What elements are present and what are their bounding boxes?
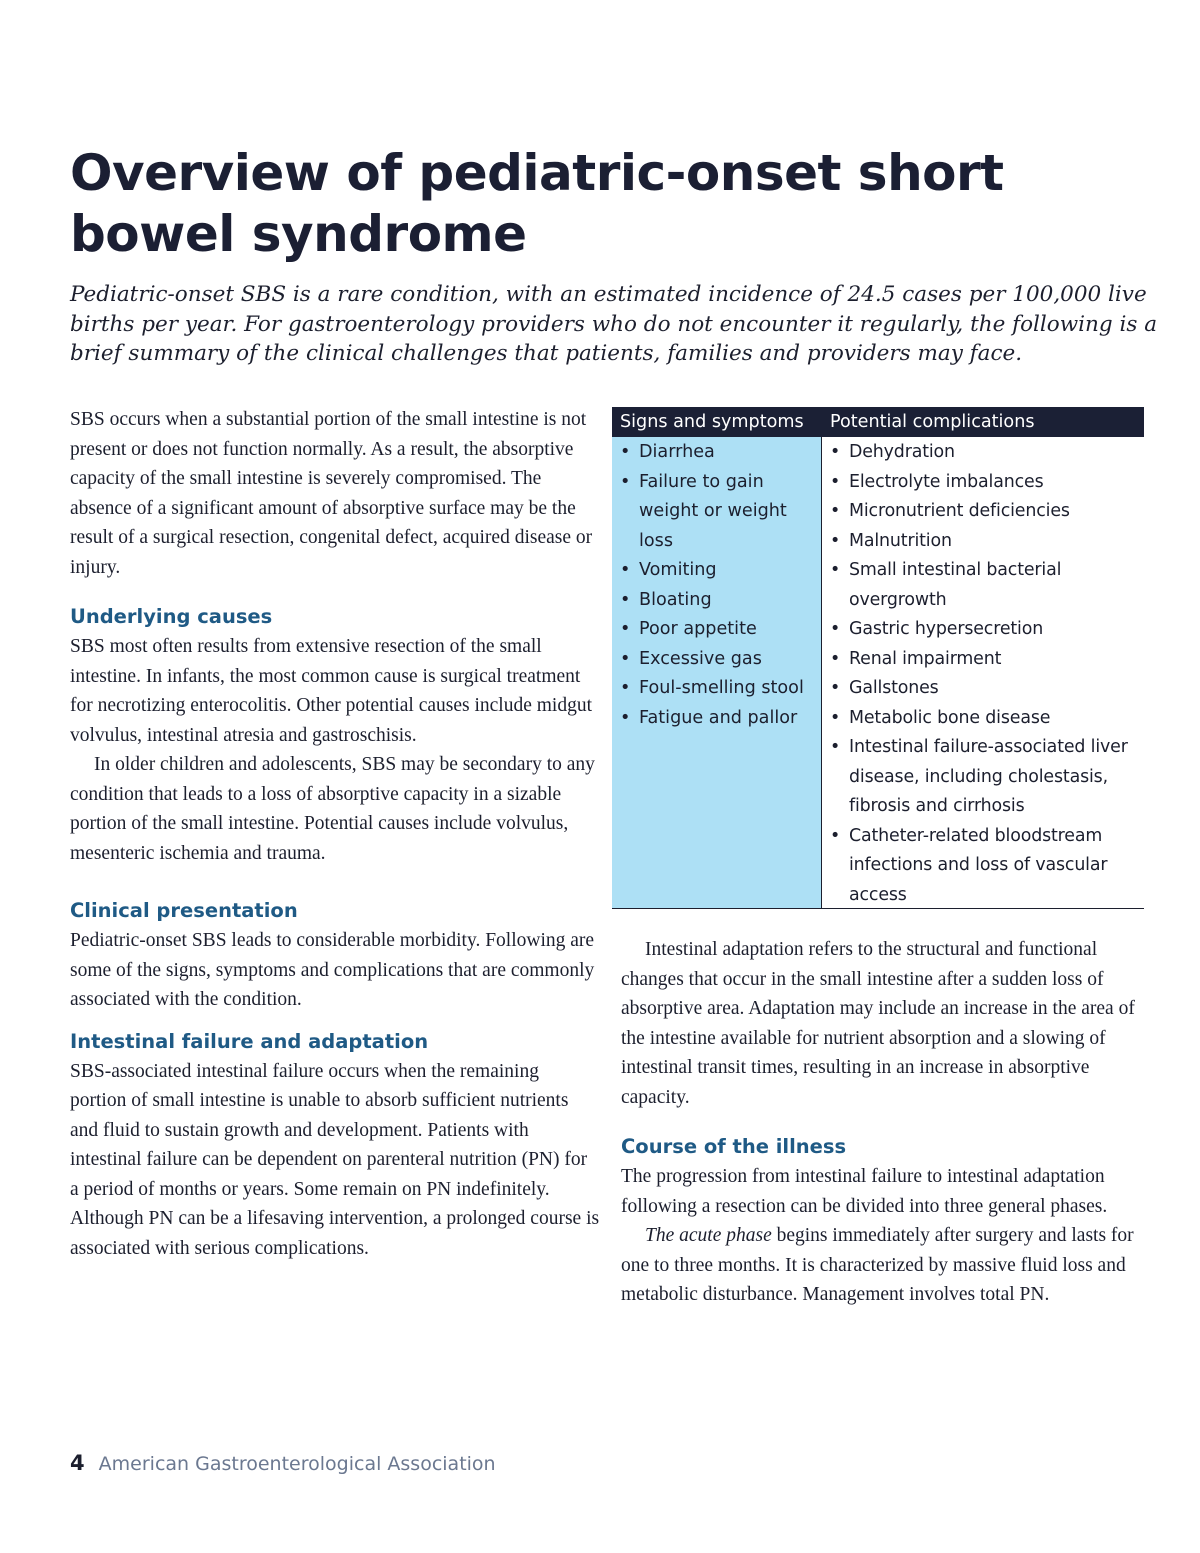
heading-intestinal-failure: Intestinal failure and adaptation bbox=[70, 1029, 429, 1053]
intro-paragraph: Pediatric-onset SBS is a rare condition, with an estimated incidence of 24.5 cases per 100,000 live births per year. For gastroenterology providers who do not encounter it regularly, the following is a brief summary of the clinical challenges that patients, families and providers may face. bbox=[70, 282, 1158, 366]
header-complications: Potential complications bbox=[830, 412, 1035, 432]
list-item: • Fatigue and pallor bbox=[620, 704, 820, 734]
signs-complications-table bbox=[612, 407, 1144, 909]
list-item: • Gastric hypersecretion bbox=[830, 615, 1142, 645]
page-title: Overview of pediatric-onset short bowel syndrome bbox=[70, 144, 1004, 263]
adaptation-paragraph: Intestinal adaptation refers to the structural and functional changes that occur in the small intestine after a sudden loss of absorptive area. Adaptation may include an increase in the area of the intestine available for nutrient absorption and a slowing of intestinal transit times, resulting in an increase in absorptive capacity. bbox=[621, 939, 1135, 1108]
list-item: • Poor appetite bbox=[620, 615, 820, 645]
list-item: • Malnutrition bbox=[830, 527, 1142, 557]
course-paragraph: The progression from intestinal failure to intestinal adaptation following a resection can be divided into three general phases. bbox=[621, 1166, 1108, 1217]
list-item: • Metabolic bone disease bbox=[830, 704, 1142, 734]
definition-paragraph: SBS occurs when a substantial portion of the small intestine is not present or does not function normally. As a result, the absorptive capacity of the small intestine is severely compromised. The absence of a significant amount of absorptive surface may be the result of a surgical resection, congenital defect, acquired disease or injury. bbox=[70, 409, 593, 578]
list-item: • Gallstones bbox=[830, 674, 1142, 704]
list-item: • Catheter-related bloodstream infections and loss of vascular access bbox=[830, 822, 1142, 911]
table-header bbox=[612, 407, 1144, 437]
list-item: • Failure to gain weight or weight loss bbox=[620, 468, 820, 557]
acute-phase-term: The acute phase bbox=[645, 1225, 772, 1246]
page-footer bbox=[70, 1448, 496, 1478]
footer-organization: American Gastroenterological Association bbox=[98, 1453, 496, 1475]
right-column bbox=[621, 935, 1153, 1310]
causes-paragraph-2: In older children and adolescents, SBS may be secondary to any condition that leads to a loss of absorptive capacity in a sizable portion of the small intestine. Potential causes include volvulus, mesenteric ischemia and trauma. bbox=[70, 754, 595, 864]
causes-paragraph-1: SBS most often results from extensive resection of the small intestine. In infants, the most common cause is surgical treatment for necrotizing enterocolitis. Other potential causes include midgut volvulus, intestinal atresia and gastroschisis. bbox=[70, 636, 593, 746]
acute-phase-text: begins immediately after surgery and lasts for one to three months. It is characterized by massive fluid loss and metabolic disturbance. Management involves total PN. bbox=[621, 1225, 1134, 1305]
list-item: • Diarrhea bbox=[620, 438, 820, 468]
heading-clinical-presentation: Clinical presentation bbox=[70, 899, 298, 922]
left-column bbox=[70, 405, 600, 1263]
list-item: • Intestinal failure-associated liver disease, including cholestasis, fibrosis and cirrhosis bbox=[830, 733, 1142, 822]
heading-course-of-illness: Course of the illness bbox=[621, 1135, 847, 1158]
failure-paragraph: SBS-associated intestinal failure occurs when the remaining portion of small intestine is unable to absorb sufficient nutrients and fluid to sustain growth and development. Patients with intestinal failure can be dependent on parenteral nutrition (PN) for a period of months or years. Some remain on PN indefinitely. Although PN can be a lifesaving intervention, a prolonged course is associated with serious complications. bbox=[70, 1060, 600, 1259]
list-item: • Micronutrient deficiencies bbox=[830, 497, 1142, 527]
acute-phase-paragraph bbox=[621, 1221, 1153, 1310]
page-number: 4 bbox=[70, 1451, 85, 1475]
complications-list bbox=[830, 438, 1142, 910]
list-item: • Renal impairment bbox=[830, 645, 1142, 675]
list-item: • Excessive gas bbox=[620, 645, 820, 675]
list-item: • Dehydration bbox=[830, 438, 1142, 468]
list-item: • Vomiting bbox=[620, 556, 820, 586]
heading-underlying-causes: Underlying causes bbox=[70, 605, 273, 628]
header-signs: Signs and symptoms bbox=[620, 412, 804, 432]
list-item: • Small intestinal bacterial overgrowth bbox=[830, 556, 1142, 615]
signs-list bbox=[620, 438, 820, 733]
list-item: • Bloating bbox=[620, 586, 820, 616]
list-item: • Foul-smelling stool bbox=[620, 674, 820, 704]
list-item: • Electrolyte imbalances bbox=[830, 468, 1142, 498]
clinical-paragraph: Pediatric-onset SBS leads to considerable morbidity. Following are some of the signs, symptoms and complications that are commonly associated with the condition. bbox=[70, 930, 595, 1010]
column-divider bbox=[821, 437, 822, 909]
